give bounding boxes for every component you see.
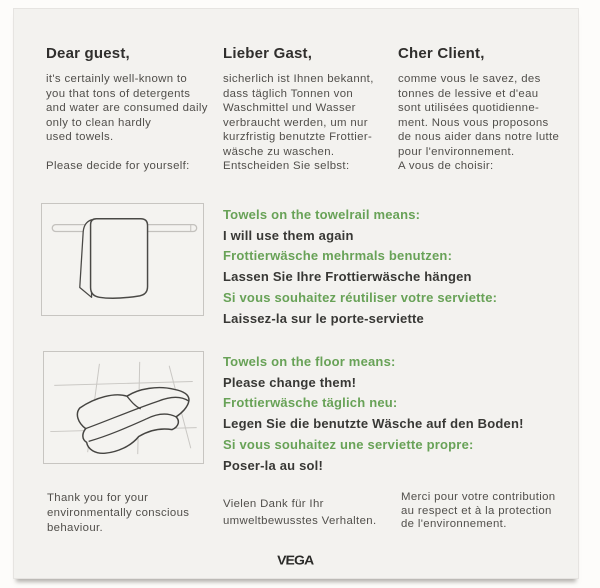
text-line: Towels on the floor means:	[223, 354, 396, 369]
text-line: used towels.	[46, 131, 114, 143]
text-line: au respect et à la protection	[401, 504, 552, 517]
towel-notice-card	[13, 8, 579, 579]
text-line: Legen Sie die benutzte Wäsche auf den Boden!	[223, 416, 524, 432]
intro-english	[46, 72, 208, 174]
section-floor-text	[223, 352, 524, 476]
text-line: it's certainly well-known to	[46, 73, 188, 85]
text-line: Vielen Dank für Ihr	[223, 498, 324, 510]
text-line: Entscheiden Sie selbst:	[223, 160, 350, 172]
text-line: and water are consumed daily	[46, 102, 208, 114]
text-line: kurzfristig benutzte Frottier-	[223, 131, 373, 143]
text-line: Laissez-la sur le porte-serviette	[223, 310, 424, 326]
text-line: I will use them again	[223, 227, 354, 243]
text-line: sicherlich ist Ihnen bekannt,	[223, 73, 374, 85]
text-line: Towels on the towelrail means:	[223, 207, 421, 222]
text-line: Lassen Sie Ihre Frottierwäsche hängen	[223, 269, 472, 285]
text-line: Thank you for your	[47, 492, 149, 504]
text-line: tonnes de lessive et d'eau	[398, 87, 539, 100]
thanks-german	[223, 496, 376, 530]
text-line: dass täglich Tonnen von	[223, 87, 354, 100]
text-line: Please change them!	[223, 374, 357, 390]
text-line: Poser-la au sol!	[223, 457, 324, 473]
towel-on-rail-icon	[42, 204, 203, 315]
text-line: Frottierwäsche täglich neu:	[223, 395, 398, 411]
text-line: environmentally conscious	[47, 507, 190, 519]
text-line: Merci pour votre contribution	[401, 491, 556, 503]
thanks-french	[401, 491, 556, 532]
vega-logo: VEGA	[276, 552, 314, 568]
heading-french: Cher Client,	[398, 45, 485, 62]
text-line: ment. Nous vous proposons	[398, 116, 549, 129]
towel-on-towelrail-illustration	[41, 203, 204, 316]
text-line: verbraucht werden, um nur	[223, 116, 368, 129]
text-line: sont utilisées quotidienne-	[398, 102, 540, 114]
text-line: pour l'environnement.	[398, 145, 515, 158]
text-line: you that tons of detergents	[46, 87, 191, 100]
section-towelrail-text	[223, 205, 497, 329]
text-line	[46, 145, 208, 160]
text-line: Please decide for yourself:	[46, 160, 190, 172]
text-line: A vous de choisir:	[398, 160, 494, 172]
text-line: Si vous souhaitez une serviette propre:	[223, 436, 474, 452]
text-line: Waschmittel und Wasser	[223, 102, 356, 114]
heading-english: Dear guest,	[46, 45, 130, 62]
text-line: comme vous le savez, des	[398, 73, 541, 85]
intro-french	[398, 72, 559, 174]
thanks-english	[47, 491, 189, 536]
text-line: umweltbewusstes Verhalten.	[223, 515, 377, 527]
towel-on-floor-illustration	[43, 351, 204, 464]
text-line: Si vous souhaitez réutiliser votre serviette:	[223, 289, 498, 305]
heading-german: Lieber Gast,	[223, 45, 313, 62]
towel-on-floor-icon	[44, 352, 203, 463]
intro-german	[223, 72, 374, 174]
text-line: behaviour.	[47, 522, 104, 534]
text-line: wäsche zu waschen.	[223, 145, 335, 158]
text-line: Frottierwäsche mehrmals benutzen:	[223, 248, 453, 264]
text-line: only to clean hardly	[46, 116, 152, 129]
text-line: de nous aider dans notre lutte	[398, 131, 560, 143]
text-line: de l'environnement.	[401, 518, 507, 530]
